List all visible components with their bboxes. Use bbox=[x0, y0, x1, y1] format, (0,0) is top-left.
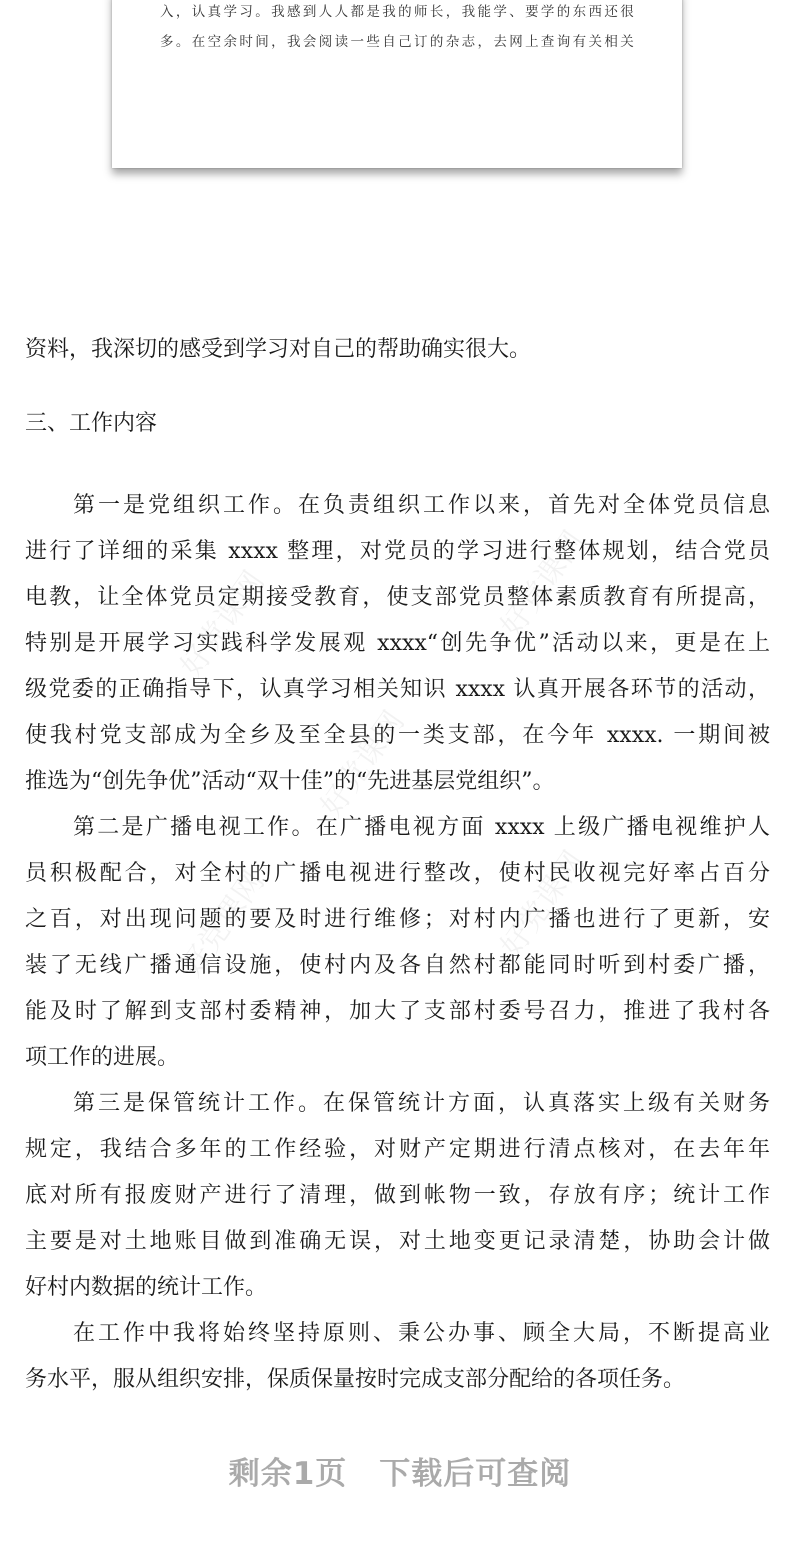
download-hint-label: 下载后可查阅 bbox=[379, 1456, 572, 1492]
paragraph-line: 好村内数据的统计工作。 bbox=[25, 1275, 268, 1300]
paragraph-line: 项工作的进展。 bbox=[25, 1045, 180, 1070]
paragraph-line: 使我村党支部成为全乡及至全县的一类支部，在今年 xxxx. 一期间被 bbox=[25, 723, 770, 748]
paragraph-continuation: 资料，我深切的感受到学习对自己的帮助确实很大。 bbox=[25, 337, 532, 362]
watermark: 好党课网 bbox=[174, 864, 272, 984]
paragraph-line: 主要是对土地账目做到准确无误，对土地变更记录清楚，协助会计做 bbox=[25, 1229, 770, 1254]
download-prompt[interactable] bbox=[0, 1448, 800, 1493]
paragraph-line: 特别是开展学习实践科学发展观 xxxx“创先争优”活动以来，更是在上 bbox=[25, 631, 770, 656]
paragraph-line: 进行了详细的采集 xxxx 整理，对党员的学习进行整体规划，结合党员 bbox=[25, 539, 770, 564]
paragraph-line: 第三是保管统计工作。在保管统计方面，认真落实上级有关财务 bbox=[73, 1091, 770, 1116]
watermark: 好党课网 bbox=[174, 564, 272, 684]
paragraph-line: 务水平，服从组织安排，保质保量按时完成支部分配给的各项任务。 bbox=[25, 1367, 686, 1392]
paragraph-line: 员积极配合，对全村的广播电视进行整改，使村民收视完好率占百分 bbox=[25, 861, 770, 886]
paragraph-line: 推选为“创先争优”活动“双十佳”的“先进基层党组织”。 bbox=[25, 769, 555, 794]
paragraph-line: 能及时了解到支部村委精神，加大了支部村委号召力，推进了我村各 bbox=[25, 999, 770, 1024]
card-line: 入，认真学习。我感到人人都是我的师长，我能学、要学的东西还很 bbox=[160, 4, 636, 20]
paragraph-line: 第一是党组织工作。在负责组织工作以来，首先对全体党员信息 bbox=[73, 493, 770, 518]
paragraph-line: 第二是广播电视工作。在广播电视方面 xxxx 上级广播电视维护人 bbox=[73, 815, 770, 840]
watermark: 好党课网 bbox=[494, 844, 592, 964]
paragraph-line: 底对所有报废财产进行了清理，做到帐物一致，存放有序；统计工作 bbox=[25, 1183, 770, 1208]
paragraph-line: 之百，对出现问题的要及时进行维修；对村内广播也进行了更新，安 bbox=[25, 907, 770, 932]
paragraph-line: 装了无线广播通信设施，使村内及各自然村都能同时听到村委广播， bbox=[25, 953, 770, 978]
card-line: 多。在空余时间，我会阅读一些自己订的杂志，去网上查询有关相关 bbox=[160, 34, 636, 50]
section-heading: 三、工作内容 bbox=[25, 411, 158, 436]
watermark: 好党课网 bbox=[314, 704, 412, 824]
paragraph-line: 级党委的正确指导下，认真学习相关知识 xxxx 认真开展各环节的活动， bbox=[25, 677, 770, 702]
document-preview-card bbox=[112, 0, 682, 168]
paragraph-line: 电教，让全体党员定期接受教育，使支部党员整体素质教育有所提高， bbox=[25, 585, 770, 610]
remaining-pages-label: 剩余1页 bbox=[228, 1456, 348, 1492]
paragraph-line: 规定，我结合多年的工作经验，对财产定期进行清点核对，在去年年 bbox=[25, 1137, 770, 1162]
watermark: 好党课网 bbox=[494, 524, 592, 644]
paragraph-line: 在工作中我将始终坚持原则、秉公办事、顾全大局，不断提高业 bbox=[73, 1321, 770, 1346]
